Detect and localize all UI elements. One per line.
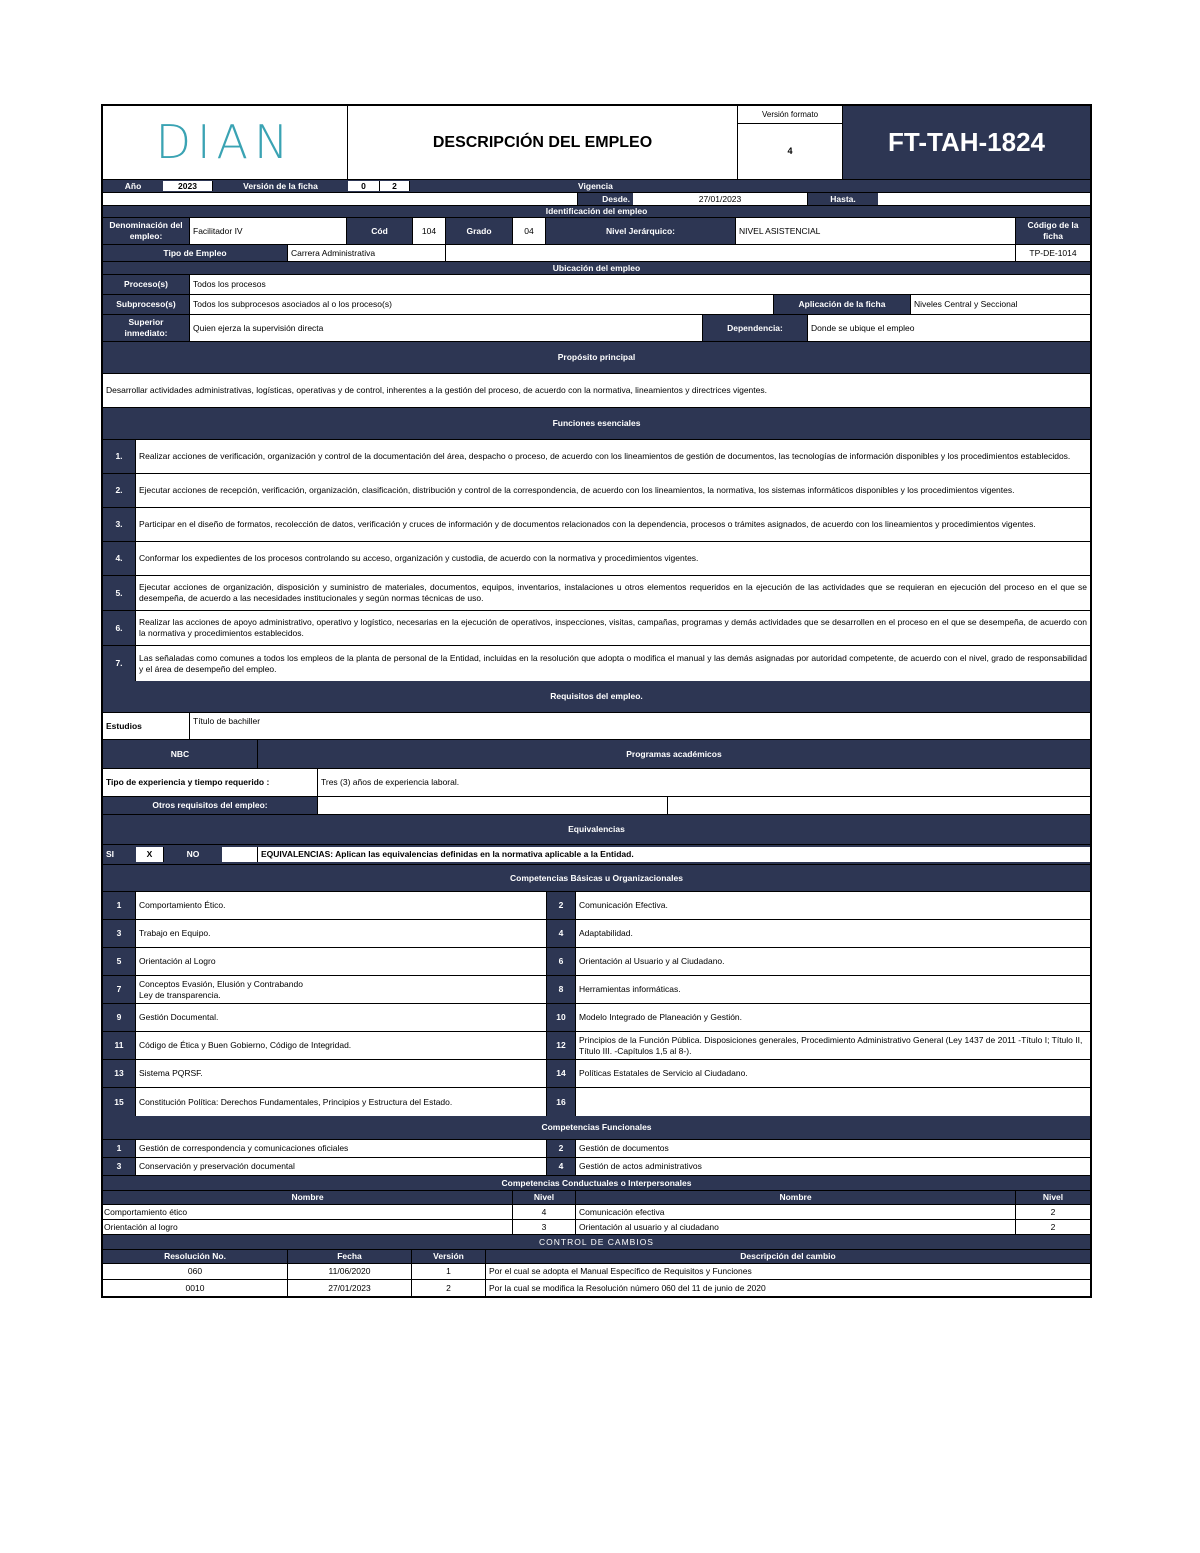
sheet-version-b: 2: [380, 181, 410, 191]
competency-number: 7: [103, 976, 136, 1003]
competency-number: 5: [103, 948, 136, 975]
equivalence-no-label: NO: [164, 845, 222, 864]
year-value: 2023: [163, 181, 213, 191]
dian-logo: [103, 106, 348, 179]
employment-type-blank: [446, 245, 1016, 261]
version-value: 4: [787, 146, 793, 156]
identification-header: [103, 206, 1090, 218]
behavioral-name: Orientación al logro: [103, 1220, 513, 1234]
competency-text: Modelo Integrado de Planeación y Gestión.: [576, 1004, 1090, 1031]
equivalences-header: [103, 815, 1090, 845]
to-label: Hasta.: [808, 193, 878, 205]
page-title: DESCRIPCIÓN DEL EMPLEO: [432, 134, 653, 151]
competency-text: Gestión de documentos: [576, 1140, 1090, 1157]
application-label: Aplicación de la ficha: [774, 295, 911, 314]
competency-text: Comportamiento Ético.: [136, 892, 547, 919]
competency-text: Herramientas informáticas.: [576, 976, 1090, 1003]
competency-text: Adaptabilidad.: [576, 920, 1090, 947]
sheet-version-label: Versión de la ficha: [213, 180, 348, 192]
employment-type-value: Carrera Administrativa: [288, 245, 446, 261]
denomination-label: Denominación del empleo:: [103, 218, 190, 244]
subprocess-row: [103, 295, 1090, 315]
experience-label: Tipo de experiencia y tiempo requerido :: [103, 769, 318, 796]
competency-row: [103, 1004, 1090, 1032]
section-functions: Funciones esenciales: [103, 408, 1090, 439]
section-location: Ubicación del empleo: [103, 262, 1090, 274]
dependency-label: Dependencia:: [703, 315, 808, 341]
competency-number: 4: [547, 920, 576, 947]
employment-type-label: Tipo de Empleo: [103, 245, 288, 261]
changes-header: [103, 1235, 1090, 1250]
equivalence-yes-mark: X: [136, 847, 164, 862]
competency-number: 1: [103, 892, 136, 919]
competency-text: Gestión de actos administrativos: [576, 1158, 1090, 1175]
behavioral-level: 4: [513, 1205, 576, 1219]
competency-text: Comunicación Efectiva.: [576, 892, 1090, 919]
change-version: 1: [412, 1264, 486, 1279]
function-text: Conformar los expedientes de los procesos controlando su acceso, organización y custodia, de acuerdo con la normativa y procedimientos vigentes.: [136, 542, 1090, 575]
behavioral-level-header: Nivel: [513, 1191, 576, 1204]
date-header: Fecha: [288, 1250, 412, 1263]
competency-text: Trabajo en Equipo.: [136, 920, 547, 947]
competency-number: 8: [547, 976, 576, 1003]
function-item: [103, 440, 1090, 474]
section-behavioral-competencies: Competencias Conductuales o Interpersonales: [103, 1176, 1090, 1190]
behavioral-level: 2: [1016, 1205, 1090, 1219]
change-resolution: 0010: [103, 1280, 288, 1296]
denomination-row: [103, 218, 1090, 245]
function-item: [103, 508, 1090, 542]
competency-number: 14: [547, 1060, 576, 1087]
behavioral-name: Comunicación efectiva: [576, 1205, 1016, 1219]
competency-text: Políticas Estatales de Servicio al Ciudadano.: [576, 1060, 1090, 1087]
competency-number: 10: [547, 1004, 576, 1031]
change-row: [103, 1280, 1090, 1296]
behavioral-level: 3: [513, 1220, 576, 1234]
section-basic-competencies: Competencias Básicas u Organizacionales: [103, 865, 1090, 891]
change-description: Por la cual se modifica la Resolución número 060 del 11 de junio de 2020: [486, 1280, 1090, 1296]
supervisor-label: Superior inmediato:: [103, 315, 190, 341]
studies-row: [103, 713, 1090, 740]
function-number: 3.: [103, 508, 136, 541]
form-code: FT-TAH-1824: [888, 127, 1045, 157]
nbc-label: NBC: [103, 740, 258, 768]
sheet-version-a: 0: [348, 181, 380, 191]
subprocess-value: Todos los subprocesos asociados al o los proceso(s): [190, 295, 774, 314]
other-requirements-row: [103, 797, 1090, 815]
section-change-control: CONTROL DE CAMBIOS: [103, 1235, 1090, 1249]
to-value: [878, 193, 1090, 205]
competency-text: Sistema PQRSF.: [136, 1060, 547, 1087]
competency-number: 2: [547, 892, 576, 919]
function-text: Realizar acciones de verificación, organización y control de la documentación del área, despacho o proceso, de acuerdo con los lineamientos de gestión de documentos, las tecnologías de información disponibles y los procedimientos establecidos.: [136, 440, 1090, 473]
competency-number: 13: [103, 1060, 136, 1087]
competency-text: Código de Ética y Buen Gobierno, Código de Integridad.: [136, 1032, 547, 1059]
competency-row: [103, 976, 1090, 1004]
version-cell: [738, 106, 843, 179]
function-text: Realizar las acciones de apoyo administrativo, operativo y logístico, necesarias en la ejecución de operativos, inspecciones, visitas, campañas, programas y demás actividades que se desarrollen en el proceso en el que se desempeña, de acuerdo con la normativa y procedimientos establecidos.: [136, 611, 1090, 645]
level-value: NIVEL ASISTENCIAL: [736, 218, 1016, 244]
application-value: Niveles Central y Seccional: [911, 295, 1090, 314]
competency-text: Orientación al Logro: [136, 948, 547, 975]
function-number: 5.: [103, 576, 136, 610]
competency-row: [103, 1032, 1090, 1060]
purpose-text: Desarrollar actividades administrativas, logísticas, operativas y de control, inherentes a la gestión del proceso, de acuerdo con la normativa, lineamientos y directrices vigentes.: [103, 374, 1090, 407]
behavioral-level-header: Nivel: [1016, 1191, 1090, 1204]
function-text: Ejecutar acciones de recepción, verificación, organización, clasificación, distribución y control de la correspondencia, de acuerdo con los lineamientos, la normativa, los sistemas informáticos disponibles y los procedimientos vigentes.: [136, 474, 1090, 507]
function-item: [103, 542, 1090, 576]
equivalence-yes-label: SI: [103, 845, 136, 864]
basic-competencies-list: [103, 892, 1090, 1116]
studies-value: Título de bachiller: [190, 713, 1090, 739]
change-date: 27/01/2023: [288, 1280, 412, 1296]
functional-row: [103, 1158, 1090, 1176]
competency-number: 15: [103, 1088, 136, 1116]
competency-number: 11: [103, 1032, 136, 1059]
functions-list: [103, 440, 1090, 681]
subprocess-label: Subproceso(s): [103, 295, 190, 314]
meta-row: [103, 180, 1090, 193]
change-resolution: 060: [103, 1264, 288, 1279]
other-requirements-value: [318, 797, 668, 814]
competency-text: [576, 1088, 1090, 1116]
competency-text: Orientación al Usuario y al Ciudadano.: [576, 948, 1090, 975]
competency-text: Constitución Política: Derechos Fundamentales, Principios y Estructura del Estado.: [136, 1088, 547, 1116]
purpose-header: [103, 342, 1090, 374]
competency-number: 1: [103, 1140, 136, 1157]
function-item: [103, 576, 1090, 611]
version-label: Versión formato: [738, 106, 842, 124]
competency-number: 3: [103, 1158, 136, 1175]
supervisor-value: Quien ejerza la supervisión directa: [190, 315, 703, 341]
section-functional-competencies: Competencias Funcionales: [103, 1116, 1090, 1139]
behavioral-name: Comportamiento ético: [103, 1205, 513, 1219]
from-label: Desde.: [578, 193, 633, 205]
function-text: Ejecutar acciones de organización, disposición y suministro de materiales, documentos, equipos, inventarios, instalaciones u otros elementos requeridos en la ejecución de las actividades que se requieran en ejecución del proceso en el que se desempeña, de acuerdo a las necesidades institucionales y según normas técnicas de uso.: [136, 576, 1090, 610]
competency-row: [103, 948, 1090, 976]
form-header: [103, 106, 1090, 180]
competency-number: 4: [547, 1158, 576, 1175]
form-code-cell: [843, 106, 1090, 179]
functional-row: [103, 1140, 1090, 1158]
function-number: 6.: [103, 611, 136, 645]
functions-header: [103, 408, 1090, 440]
dates-row: [103, 193, 1090, 206]
behavioral-level: 2: [1016, 1220, 1090, 1234]
function-item: [103, 611, 1090, 646]
change-description: Por el cual se adopta el Manual Específico de Requisitos y Funciones: [486, 1264, 1090, 1279]
functional-competencies-header: [103, 1116, 1090, 1140]
competency-text: Gestión Documental.: [136, 1004, 547, 1031]
function-number: 1.: [103, 440, 136, 473]
grade-value: 04: [513, 218, 546, 244]
competency-text: Conceptos Evasión, Elusión y Contrabando Ley de transparencia.: [136, 976, 547, 1003]
competency-row: [103, 1060, 1090, 1088]
purpose-row: [103, 374, 1090, 408]
change-row: [103, 1264, 1090, 1280]
meta-spacer: [410, 180, 575, 192]
change-date: 11/06/2020: [288, 1264, 412, 1279]
process-row: [103, 275, 1090, 295]
change-version: 2: [412, 1280, 486, 1296]
competency-text: Gestión de correspondencia y comunicaciones oficiales: [136, 1140, 547, 1157]
function-number: 4.: [103, 542, 136, 575]
function-text: Participar en el diseño de formatos, recolección de datos, verificación y cruces de información y de documentos relacionados con la dependencia, procesos o trámites asignados, de acuerdo con los lineamientos y procedimientos vigentes.: [136, 508, 1090, 541]
behavioral-row: [103, 1220, 1090, 1235]
sheet-code-value: TP-DE-1014: [1016, 245, 1090, 261]
code-value: 104: [413, 218, 446, 244]
description-header: Descripción del cambio: [486, 1250, 1090, 1263]
competency-row: [103, 920, 1090, 948]
basic-competencies-header: [103, 865, 1090, 892]
logo-text: DIAN: [155, 115, 295, 169]
equivalences-row: [103, 845, 1090, 865]
equivalence-text: EQUIVALENCIAS: Aplican las equivalencias definidas en la normativa aplicable a la Entidad.: [258, 847, 1090, 862]
competency-text: Conservación y preservación documental: [136, 1158, 547, 1175]
competency-number: 16: [547, 1088, 576, 1116]
other-requirements-label: Otros requisitos del empleo:: [103, 797, 318, 814]
section-equivalences: Equivalencias: [103, 815, 1090, 844]
behavioral-columns: [103, 1191, 1090, 1205]
dependency-value: Donde se ubique el empleo: [808, 315, 1090, 341]
validity-label: Vigencia: [575, 180, 635, 192]
location-header: [103, 262, 1090, 275]
other-requirements-blank: [668, 797, 1090, 814]
competency-number: 9: [103, 1004, 136, 1031]
equivalence-no-mark: [222, 847, 258, 862]
behavioral-competencies-header: [103, 1176, 1090, 1191]
behavioral-name-header: Nombre: [576, 1191, 1016, 1204]
changes-columns: [103, 1250, 1090, 1264]
denomination-value: Facilitador IV: [190, 218, 347, 244]
resolution-header: Resolución No.: [103, 1250, 288, 1263]
section-requirements: Requisitos del empleo.: [103, 681, 1090, 712]
sheet-code-label: Código de la ficha: [1016, 218, 1090, 244]
supervisor-row: [103, 315, 1090, 342]
code-label: Cód: [347, 218, 413, 244]
function-text: Las señaladas como comunes a todos los empleos de la planta de personal de la Entidad, incluidas en la resolución que adopta o modifica el manual y las demás asignadas por autoridad competente, de acuerdo con el nivel, grado de responsabilidad y el área de desempeño del empleo.: [136, 646, 1090, 681]
section-identification: Identificación del empleo: [103, 206, 1090, 217]
competency-row: [103, 892, 1090, 920]
validity-spacer: [635, 180, 1090, 192]
behavioral-row: [103, 1205, 1090, 1220]
programs-label: Programas académicos: [258, 740, 1090, 768]
title-cell: [348, 106, 738, 179]
version-header: Versión: [412, 1250, 486, 1263]
competency-number: 12: [547, 1032, 576, 1059]
function-number: 7.: [103, 646, 136, 681]
job-description-form: [101, 104, 1092, 1298]
section-purpose: Propósito principal: [103, 342, 1090, 373]
competency-number: 6: [547, 948, 576, 975]
requirements-header: [103, 681, 1090, 713]
programs-row: [103, 740, 1090, 769]
competency-number: 2: [547, 1140, 576, 1157]
process-label: Proceso(s): [103, 275, 190, 294]
from-value: 27/01/2023: [633, 193, 808, 205]
employment-type-row: [103, 245, 1090, 262]
process-value: Todos los procesos: [190, 275, 1090, 294]
competency-row: [103, 1088, 1090, 1116]
behavioral-name-header: Nombre: [103, 1191, 513, 1204]
dates-blank: [103, 193, 578, 205]
competency-text: Principios de la Función Pública. Disposiciones generales, Procedimiento Administrativo General (Ley 1437 de 2011 -Título I; Título II, Título III. -Capítulos 1,5 al 8-).: [576, 1032, 1090, 1059]
function-number: 2.: [103, 474, 136, 507]
experience-value: Tres (3) años de experiencia laboral.: [318, 769, 1090, 796]
behavioral-name: Orientación al usuario y al ciudadano: [576, 1220, 1016, 1234]
function-item: [103, 646, 1090, 681]
level-label: Nivel Jerárquico:: [546, 218, 736, 244]
function-item: [103, 474, 1090, 508]
experience-row: [103, 769, 1090, 797]
grade-label: Grado: [446, 218, 513, 244]
competency-number: 3: [103, 920, 136, 947]
year-label: Año: [103, 180, 163, 192]
studies-label: Estudios: [103, 713, 190, 739]
